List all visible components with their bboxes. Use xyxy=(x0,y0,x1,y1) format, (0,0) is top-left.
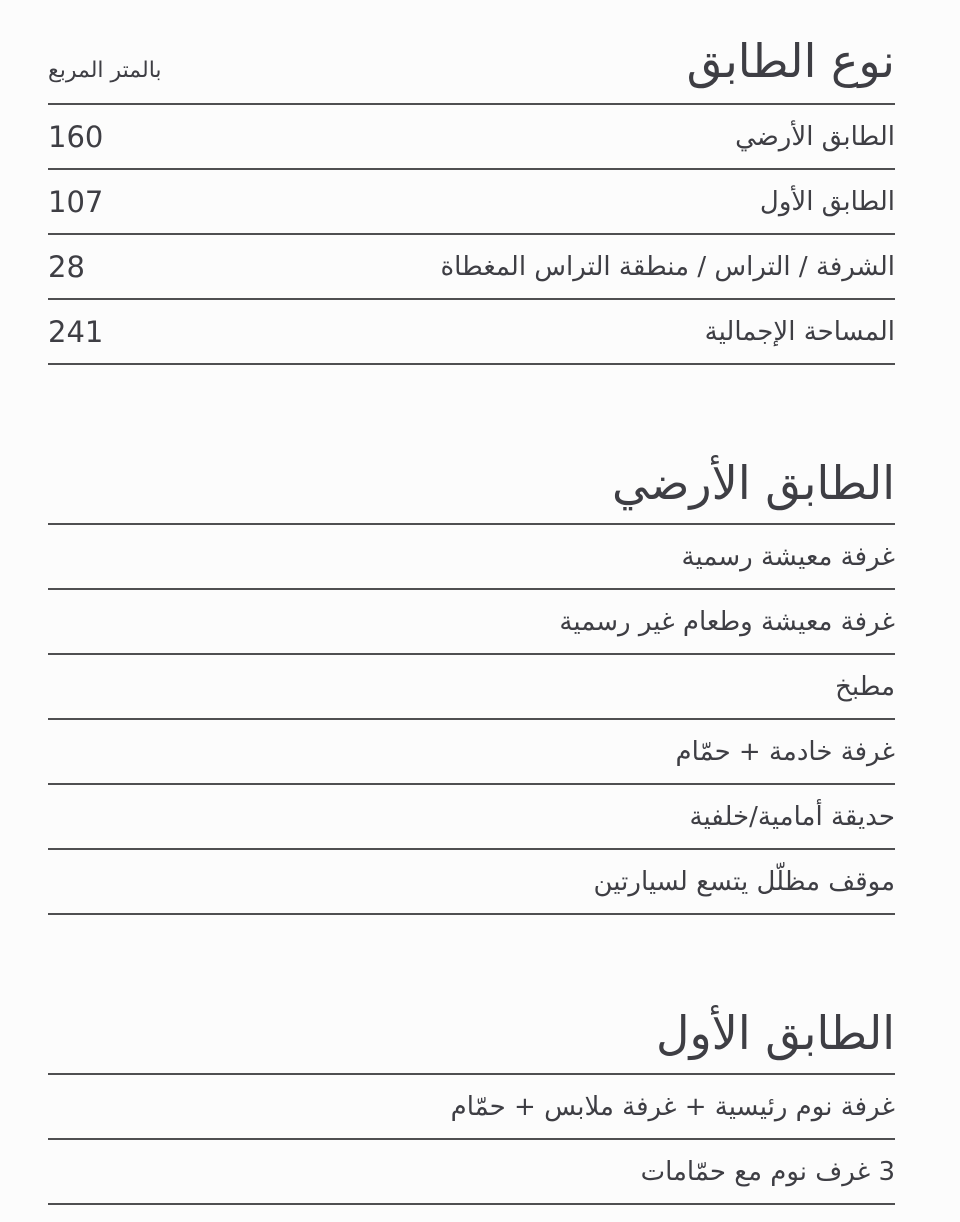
feature-label: غرفة معيشة وطعام غير رسمية xyxy=(559,606,895,637)
list-item xyxy=(48,590,895,655)
ground-floor-feature-list xyxy=(48,525,895,915)
section-spacer xyxy=(48,915,895,1003)
floor-plan-document xyxy=(48,0,895,1205)
floor-type-label: الشرفة / التراس / منطقة التراس المغطاة xyxy=(440,251,895,282)
area-value: 28 xyxy=(48,249,85,284)
area-value: 107 xyxy=(48,184,104,219)
table-row xyxy=(48,235,895,300)
feature-label: حديقة أمامية/خلفية xyxy=(689,801,895,832)
list-item xyxy=(48,655,895,720)
floor-type-label: الطابق الأول xyxy=(759,186,895,217)
floor-type-label: المساحة الإجمالية xyxy=(704,316,895,347)
summary-table-header xyxy=(48,0,895,105)
list-item xyxy=(48,1140,895,1205)
list-item xyxy=(48,785,895,850)
ground-floor-section-title: الطابق الأرضي xyxy=(48,453,895,525)
section-spacer xyxy=(48,365,895,453)
unit-column-header: بالمتر المربع xyxy=(48,58,162,83)
list-item xyxy=(48,525,895,590)
table-row xyxy=(48,105,895,170)
first-floor-section-title: الطابق الأول xyxy=(48,1003,895,1075)
area-value: 160 xyxy=(48,119,104,154)
feature-label: غرفة معيشة رسمية xyxy=(681,541,895,572)
first-floor-feature-list xyxy=(48,1075,895,1205)
table-row xyxy=(48,170,895,235)
floor-type-label: الطابق الأرضي xyxy=(735,121,895,152)
list-item xyxy=(48,720,895,785)
list-item xyxy=(48,1075,895,1140)
list-item xyxy=(48,850,895,915)
summary-table-rows xyxy=(48,105,895,365)
summary-title: نوع الطابق xyxy=(686,34,895,88)
feature-label: موقف مظلّل يتسع لسيارتين xyxy=(593,866,895,897)
feature-label: غرفة خادمة + حمّام xyxy=(675,736,895,767)
feature-label: غرفة نوم رئيسية + غرفة ملابس + حمّام xyxy=(450,1091,895,1122)
table-row xyxy=(48,300,895,365)
feature-label: 3 غرف نوم مع حمّامات xyxy=(640,1156,895,1187)
area-value: 241 xyxy=(48,314,104,349)
feature-label: مطبخ xyxy=(835,671,895,702)
